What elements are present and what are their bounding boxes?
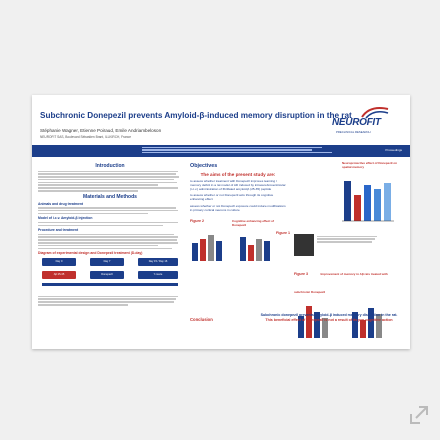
flow-box-abeta: Aβ 25-35: [42, 271, 76, 279]
objectives-aim: The aims of the present study are:: [200, 172, 276, 177]
flow-box-day15: Day 15 / Day 16: [138, 258, 178, 266]
flow-box-ymaze: Y-maze: [138, 271, 178, 279]
conclusion-text: [254, 313, 404, 323]
flow-box-day0: Day 0: [42, 258, 76, 266]
materials-heading: Materials and Methods: [83, 193, 137, 200]
logo-name: NEUROFIT: [332, 117, 381, 128]
subhead-animals: Animals and drug treatment: [38, 201, 84, 206]
figure3-block: [294, 262, 404, 347]
timeline-arrow: [42, 283, 178, 286]
photo-panel: [294, 234, 404, 256]
flow-box-day7: Day 7: [90, 258, 124, 266]
maze-photo: [294, 234, 314, 256]
conclusion-line2: This beneficial effect of Donepezil is not a result of its pro-cognitive action: [265, 318, 393, 322]
poster-authors: Stéphanie Wagner, Etienne Poiraud, Emile Andriambeloson: [40, 128, 162, 133]
middle-column: [190, 161, 290, 263]
objective-3: assess whether or not Donepezil exposure could induce modifications in primary cortical neurons in culture: [190, 203, 286, 212]
poster-affiliation: NEUROFIT SAS, Boulevard Sébastien Brant, ILLKIRCH, France: [40, 135, 131, 139]
intro-text: [38, 171, 182, 192]
figure1-label: Figure 1: [276, 231, 290, 235]
flow-box-donepezil: Donepezil: [90, 271, 124, 279]
objective-1: to assess whether treatment with Donepezil improves learning / memory deficit in a rat model of AD induced by intracerebroventricular (i.c.v.) administration of fibrillated amyloid-β (25-35) peptide: [190, 179, 286, 191]
subhead-procedure: Procedure and treatment: [38, 228, 79, 233]
expand-arrow-icon[interactable]: [408, 404, 430, 426]
figure3-label: Figure 3: [294, 272, 308, 276]
header-strip: [32, 145, 410, 157]
poster-title: Subchronic Donepezil prevents Amyloid-β-induced memory disruption in the rat: [40, 111, 352, 120]
figure2-block: [190, 219, 286, 263]
subhead-diagram: Diagram of experimental design and Donepezil treatment (D-day): [38, 251, 143, 256]
left-column: [38, 161, 182, 307]
conclusion-block: [190, 313, 404, 331]
figure1-title: Neuroprotective effect of Donepezil on spatial memory: [342, 161, 398, 169]
logo-tagline: PRECLINICAL RESEARCH: [336, 130, 371, 134]
figure1-bar-chart: [294, 171, 404, 227]
objective-2: to assess whether or not Donepezil acts through its cognitive enhancing effect: [190, 193, 274, 202]
figure2-title: Cognitive enhancing effect of Donepezil: [232, 218, 275, 227]
figure1-label-wrap: [276, 221, 290, 251]
figure3-title: Improvement of memory in Aβ rats treated with subchronic Donepezil: [294, 272, 388, 294]
conclusion-line1: Subchronic donepezil prevents amyloid-β induced memory disruption in the rat.: [260, 313, 398, 317]
header-strip-text: [142, 146, 342, 154]
neurofit-logo: [330, 103, 396, 143]
experimental-flow-diagram: [38, 258, 182, 294]
figure2-label: Figure 2: [190, 218, 204, 223]
header-strip-right: Proceedings: [385, 148, 402, 152]
objectives-heading: Objectives: [190, 163, 218, 169]
figure2-bar-charts: [190, 229, 286, 263]
subhead-model: Model of i.c.v. Amyloid-β injection: [38, 216, 93, 221]
poster[interactable]: [32, 95, 410, 349]
intro-heading: Introduction: [95, 163, 125, 169]
conclusion-label: Conclusion: [190, 317, 213, 322]
